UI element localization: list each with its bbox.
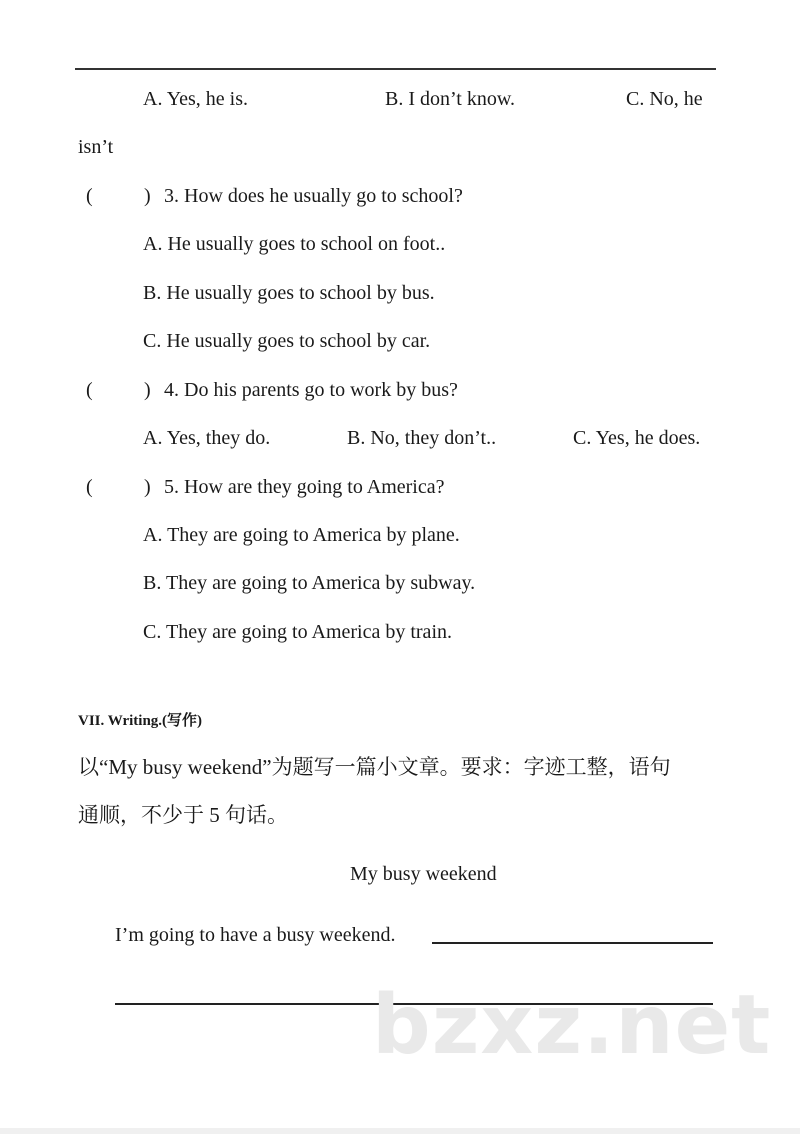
page-edge <box>0 1128 800 1134</box>
q4-option-a: A. Yes, they do. <box>143 427 271 449</box>
essay-opening: I’m going to have a busy weekend. <box>115 924 396 946</box>
q2-option-a: A. Yes, he is. <box>143 88 249 110</box>
answer-paren-open: ( <box>86 185 93 207</box>
question-3: 3. How does he usually go to school? <box>164 185 463 207</box>
answer-line[interactable] <box>432 942 713 944</box>
essay-title: My busy weekend <box>350 863 497 885</box>
q3-option-a: A. He usually goes to school on foot.. <box>143 233 446 255</box>
q3-option-c: C. He usually goes to school by car. <box>143 330 431 352</box>
q4-option-c: C. Yes, he does. <box>573 427 701 449</box>
q2-option-c: C. No, he <box>626 88 703 110</box>
watermark: bzxz.net <box>372 978 772 1073</box>
section-heading: VII. Writing.(写作) <box>78 713 203 729</box>
q5-option-b: B. They are going to America by subway. <box>143 572 476 594</box>
q3-option-b: B. He usually goes to school by bus. <box>143 282 435 304</box>
question-4: 4. Do his parents go to work by bus? <box>164 379 458 401</box>
answer-paren-close: ) <box>144 379 151 401</box>
q5-option-a: A. They are going to America by plane. <box>143 524 460 546</box>
top-rule <box>75 68 716 70</box>
answer-paren-close: ) <box>144 185 151 207</box>
q2-option-b: B. I don’t know. <box>385 88 515 110</box>
answer-paren-open: ( <box>86 379 93 401</box>
answer-paren-close: ) <box>144 476 151 498</box>
q4-option-b: B. No, they don’t.. <box>347 427 497 449</box>
writing-instruction: 以“My busy weekend”为题写一篇小文章。要求：字迹工整，语句 <box>78 755 671 779</box>
answer-paren-open: ( <box>86 476 93 498</box>
q5-option-c: C. They are going to America by train. <box>143 621 452 643</box>
q2-option-c-continued: isn’t <box>78 136 114 158</box>
question-5: 5. How are they going to America? <box>164 476 445 498</box>
writing-instruction: 通顺，不少于 5 句话。 <box>78 803 288 827</box>
